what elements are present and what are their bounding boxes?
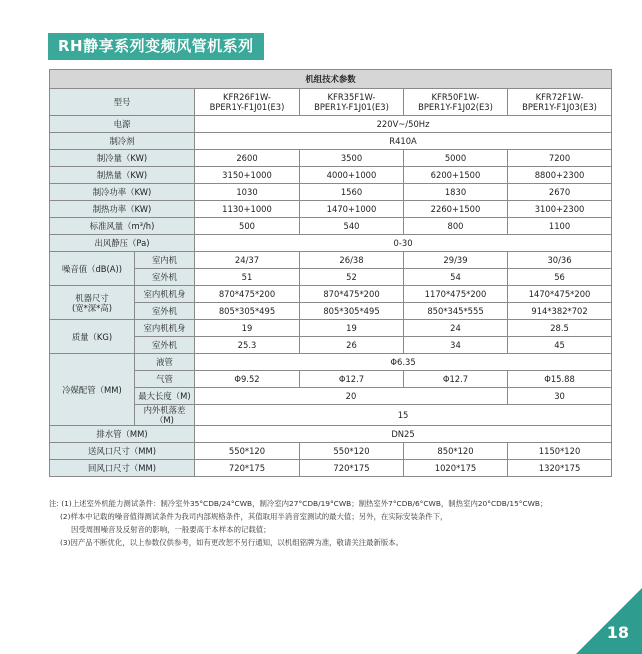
table-cell: 15 — [195, 405, 612, 426]
sub-label: 液管 — [135, 354, 195, 371]
table-row — [50, 337, 612, 354]
table-row — [50, 286, 612, 303]
sub-label: 室外机 — [135, 269, 195, 286]
table-cell: 805*305*495 — [195, 303, 300, 320]
footnote: 注: (1)上述室外机能力测试条件：制冷室外35°CDB/24°CWB，制冷室内27°CDB/19°CWB；制热室外7°CDB/6°CWB，制热室内20°CDB/15°CWB； — [49, 499, 548, 508]
row-label: 噪音值（dB(A)) — [50, 252, 135, 286]
table-cell: 6200+1500 — [404, 167, 508, 184]
table-row — [50, 303, 612, 320]
table-cell: R410A — [195, 133, 612, 150]
table-row — [50, 269, 612, 286]
model-cell: KFR72F1W- BPER1Y-F1J03(E3) — [508, 89, 612, 116]
table-cell: 220V~/50Hz — [195, 116, 612, 133]
table-cell: Φ6.35 — [195, 354, 612, 371]
sub-label: 室外机 — [135, 303, 195, 320]
footnote: (2)样本中记载的噪音值得测试条件为我司内部规格条件，其值取用半消音室测试的最大值；另外，在实际安装条件下， — [60, 512, 448, 521]
table-cell: 720*175 — [195, 460, 300, 477]
table-cell: 5000 — [404, 150, 508, 167]
table-cell: 2600 — [195, 150, 300, 167]
table-cell: 1150*120 — [508, 443, 612, 460]
table-row — [50, 320, 612, 337]
sub-label: 室内机机身 — [135, 320, 195, 337]
table-cell: Φ9.52 — [195, 371, 300, 388]
row-label: 制热量（KW) — [50, 167, 195, 184]
row-label: 电源 — [50, 116, 195, 133]
table-cell: 2670 — [508, 184, 612, 201]
table-cell: 1830 — [404, 184, 508, 201]
table-row — [50, 460, 612, 477]
table-cell: 30 — [508, 388, 612, 405]
table-cell: 1100 — [508, 218, 612, 235]
table-cell: 850*120 — [404, 443, 508, 460]
sub-label: 最大长度（M) — [135, 388, 195, 405]
table-cell: 870*475*200 — [300, 286, 404, 303]
table-row — [50, 167, 612, 184]
sub-label: 室外机 — [135, 337, 195, 354]
table-cell: 24/37 — [195, 252, 300, 269]
table-cell: 550*120 — [195, 443, 300, 460]
table-cell: 1470+1000 — [300, 201, 404, 218]
table-cell: Φ12.7 — [300, 371, 404, 388]
row-label: 排水管（MM) — [50, 426, 195, 443]
table-row — [50, 235, 612, 252]
table-cell: 550*120 — [300, 443, 404, 460]
table-cell: 1020*175 — [404, 460, 508, 477]
row-label: 送风口尺寸（MM) — [50, 443, 195, 460]
table-cell: 1170*475*200 — [404, 286, 508, 303]
table-cell: 4000+1000 — [300, 167, 404, 184]
table-cell: 19 — [195, 320, 300, 337]
table-cell: 45 — [508, 337, 612, 354]
table-cell: 3500 — [300, 150, 404, 167]
sub-label: 室内机 — [135, 252, 195, 269]
table-cell: Φ12.7 — [404, 371, 508, 388]
table-row — [50, 252, 612, 269]
page-corner-decoration — [576, 588, 642, 654]
row-label: 出风静压（Pa) — [50, 235, 195, 252]
table-cell: 24 — [404, 320, 508, 337]
table-cell: DN25 — [195, 426, 612, 443]
row-label: 机器尺寸 (宽*深*高) — [50, 286, 135, 320]
table-cell: 805*305*495 — [300, 303, 404, 320]
table-cell: 8800+2300 — [508, 167, 612, 184]
model-cell: KFR26F1W- BPER1Y-F1J01(E3) — [195, 89, 300, 116]
footnotes — [49, 497, 614, 549]
model-label: 型号 — [50, 89, 195, 116]
table-row — [50, 133, 612, 150]
table-cell: 850*345*555 — [404, 303, 508, 320]
table-row — [50, 371, 612, 388]
footnote: 因受周围噪音及反射音的影响，一般要高于本样本的记载值； — [71, 525, 271, 534]
table-cell: 1130+1000 — [195, 201, 300, 218]
table-cell: 25.3 — [195, 337, 300, 354]
table-cell: 0-30 — [195, 235, 612, 252]
row-label: 制热功率（KW) — [50, 201, 195, 218]
table-cell: 870*475*200 — [195, 286, 300, 303]
table-row — [50, 116, 612, 133]
table-cell: 1560 — [300, 184, 404, 201]
sub-label: 内外机落差（M) — [135, 405, 195, 426]
row-label: 制冷剂 — [50, 133, 195, 150]
table-row — [50, 354, 612, 371]
table-cell: 500 — [195, 218, 300, 235]
table-cell: Φ15.88 — [508, 371, 612, 388]
table-cell: 19 — [300, 320, 404, 337]
table-cell: 56 — [508, 269, 612, 286]
sub-label: 室内机机身 — [135, 286, 195, 303]
table-cell: 30/36 — [508, 252, 612, 269]
table-row — [50, 218, 612, 235]
table-cell: 28.5 — [508, 320, 612, 337]
table-cell: 34 — [404, 337, 508, 354]
row-label: 冷媒配管（MM) — [50, 354, 135, 426]
row-label: 标准风量（m³/h) — [50, 218, 195, 235]
table-cell: 51 — [195, 269, 300, 286]
row-label: 质量（KG) — [50, 320, 135, 354]
table-cell: 20 — [195, 388, 508, 405]
table-row — [50, 405, 612, 426]
table-cell: 29/39 — [404, 252, 508, 269]
table-row — [50, 184, 612, 201]
section-title: RH静享系列变频风管机系列 — [48, 33, 264, 60]
table-cell: 7200 — [508, 150, 612, 167]
table-row — [50, 201, 612, 218]
table-cell: 3100+2300 — [508, 201, 612, 218]
row-label: 制冷量（KW) — [50, 150, 195, 167]
row-label: 回风口尺寸（MM) — [50, 460, 195, 477]
model-cell: KFR35F1W- BPER1Y-F1J01(E3) — [300, 89, 404, 116]
table-cell: 3150+1000 — [195, 167, 300, 184]
row-label: 制冷功率（KW) — [50, 184, 195, 201]
table-cell: 540 — [300, 218, 404, 235]
table-cell: 52 — [300, 269, 404, 286]
table-row — [50, 443, 612, 460]
table-cell: 914*382*702 — [508, 303, 612, 320]
table-cell: 720*175 — [300, 460, 404, 477]
page-number: 18 — [606, 623, 629, 642]
table-row — [50, 388, 612, 405]
table-cell: 1030 — [195, 184, 300, 201]
table-cell: 1320*175 — [508, 460, 612, 477]
sub-label: 气管 — [135, 371, 195, 388]
table-cell: 26 — [300, 337, 404, 354]
footnote: (3)因产品不断优化，以上参数仅供参考，如有更改恕不另行通知，以机组铭牌为准，敬请关注最新版本。 — [60, 538, 404, 547]
table-row — [50, 150, 612, 167]
table-row — [50, 89, 612, 116]
table-row — [50, 426, 612, 443]
model-cell: KFR50F1W- BPER1Y-F1J02(E3) — [404, 89, 508, 116]
table-header: 机组技术参数 — [50, 70, 612, 89]
table-cell: 800 — [404, 218, 508, 235]
table-cell: 2260+1500 — [404, 201, 508, 218]
table-cell: 26/38 — [300, 252, 404, 269]
spec-table — [49, 69, 612, 477]
table-cell: 1470*475*200 — [508, 286, 612, 303]
table-cell: 54 — [404, 269, 508, 286]
